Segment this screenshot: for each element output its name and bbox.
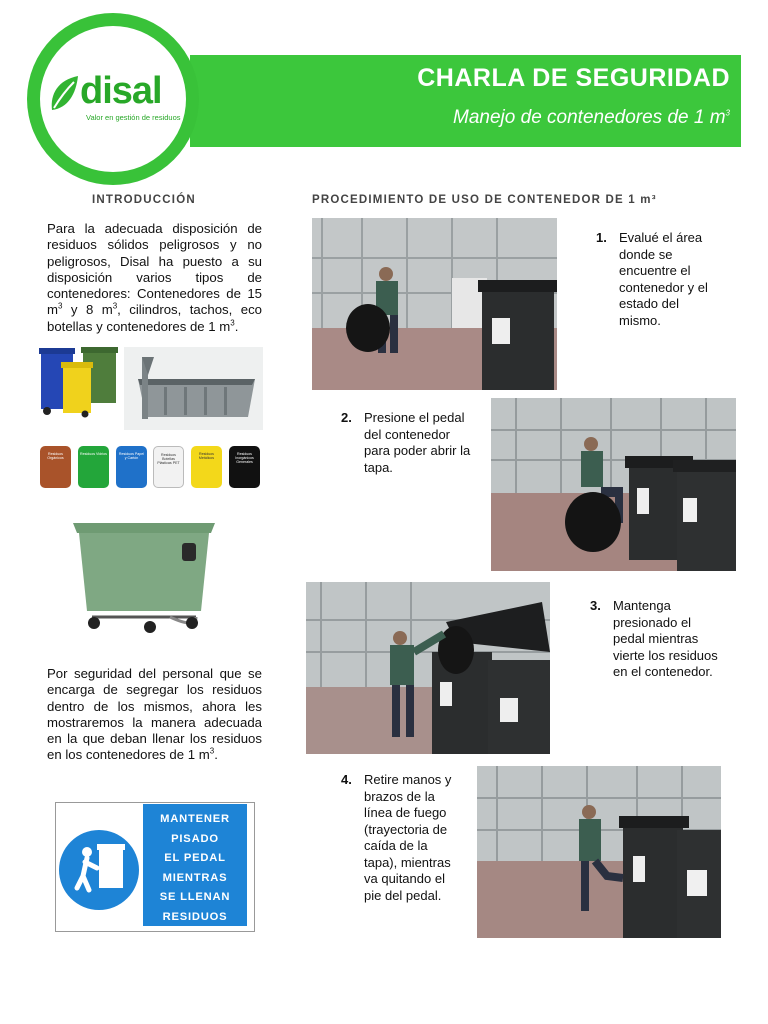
sign-line: EL PEDAL [164, 852, 226, 864]
green-container-image [70, 517, 220, 643]
page-subtitle: Manejo de contenedores de 1 $m^3$ [453, 107, 730, 128]
step-number: 4. [341, 772, 352, 787]
step-text: Evalué el área donde se encuentre el contenedor y el estado del mismo. [619, 230, 708, 328]
drum-metalicos [191, 446, 222, 488]
step-2 [341, 410, 481, 480]
step-2-photo [491, 398, 736, 571]
step-text: Retire manos y brazos de la línea de fuego (trayectoria de caída de la tapa), mientras va quitando el pie del pedal. [364, 772, 452, 903]
sign-line: PISADO [171, 832, 219, 845]
sign-line: MANTENER [160, 813, 230, 825]
drum-organicos [40, 446, 71, 488]
drum-inorganicos [229, 446, 260, 488]
step-4-photo [477, 766, 721, 938]
intro-paragraph: Para la adecuada disposición de residuos sólidos peligrosos y no peligrosos, Disal ha puesto a su disposición varios tipos de contenedores: Contenedores de 15 $m^3$ y 8 $m^3$, cilindros, tachos, eco botellas y contenedores de 1 $m^3$. [47, 221, 262, 334]
step-4 [341, 772, 471, 932]
step-number: 1. [596, 230, 607, 245]
intro-heading: INTRODUCCIÓN [92, 194, 196, 206]
drum-label: Residuos Inorgánicos Generales [235, 452, 254, 465]
step-3 [590, 598, 730, 698]
drums-row [40, 446, 266, 490]
step-3-photo [306, 582, 550, 754]
step-number: 3. [590, 598, 601, 613]
sign-line: SE LLENAN [159, 891, 231, 903]
wheelie-bins-image [39, 345, 121, 418]
drum-papel [116, 446, 147, 488]
step-1-photo [312, 218, 557, 390]
sign-line: MIENTRAS [162, 871, 228, 884]
logo-wordmark: disal [80, 70, 162, 112]
open-skip-container-image [124, 347, 263, 430]
drum-vidrios [78, 446, 109, 488]
drum-label: Residuos Vidrios [80, 452, 107, 456]
drum-pet [153, 446, 184, 488]
step-text: Presione el pedal del contenedor para poder abrir la tapa. [364, 410, 471, 475]
drum-label: Residuos Papel y Cartón [118, 452, 145, 461]
step-number: 2. [341, 410, 352, 425]
leaf-icon [48, 74, 82, 119]
procedure-heading: PROCEDIMIENTO DE USO DE CONTENEDOR DE 1 m³ [312, 194, 657, 206]
pedal-pictogram-icon [59, 830, 139, 910]
drum-label: Residuos Metálicos [198, 452, 215, 461]
drum-label: Residuos Botellas Plásticas PET [157, 453, 180, 466]
step-1 [596, 230, 726, 330]
logo-tagline: Valor en gestión de residuos [86, 113, 181, 122]
sign-line: RESIDUOS [162, 910, 228, 923]
sign-text [143, 810, 247, 927]
drum-label: Residuos Orgánicos [47, 452, 64, 461]
page-title: CHARLA DE SEGURIDAD [417, 64, 730, 92]
step-text: Mantenga presionado el pedal mientras vierte los residuos en el contenedor. [613, 598, 718, 679]
safety-paragraph: Por seguridad del personal que se encarga de segregar los residuos dentro de los mismos, ahora les mostraremos la manera adecuada en la que deban llenar los residuos en los contenedores de 1 $m^3$. [47, 666, 262, 763]
